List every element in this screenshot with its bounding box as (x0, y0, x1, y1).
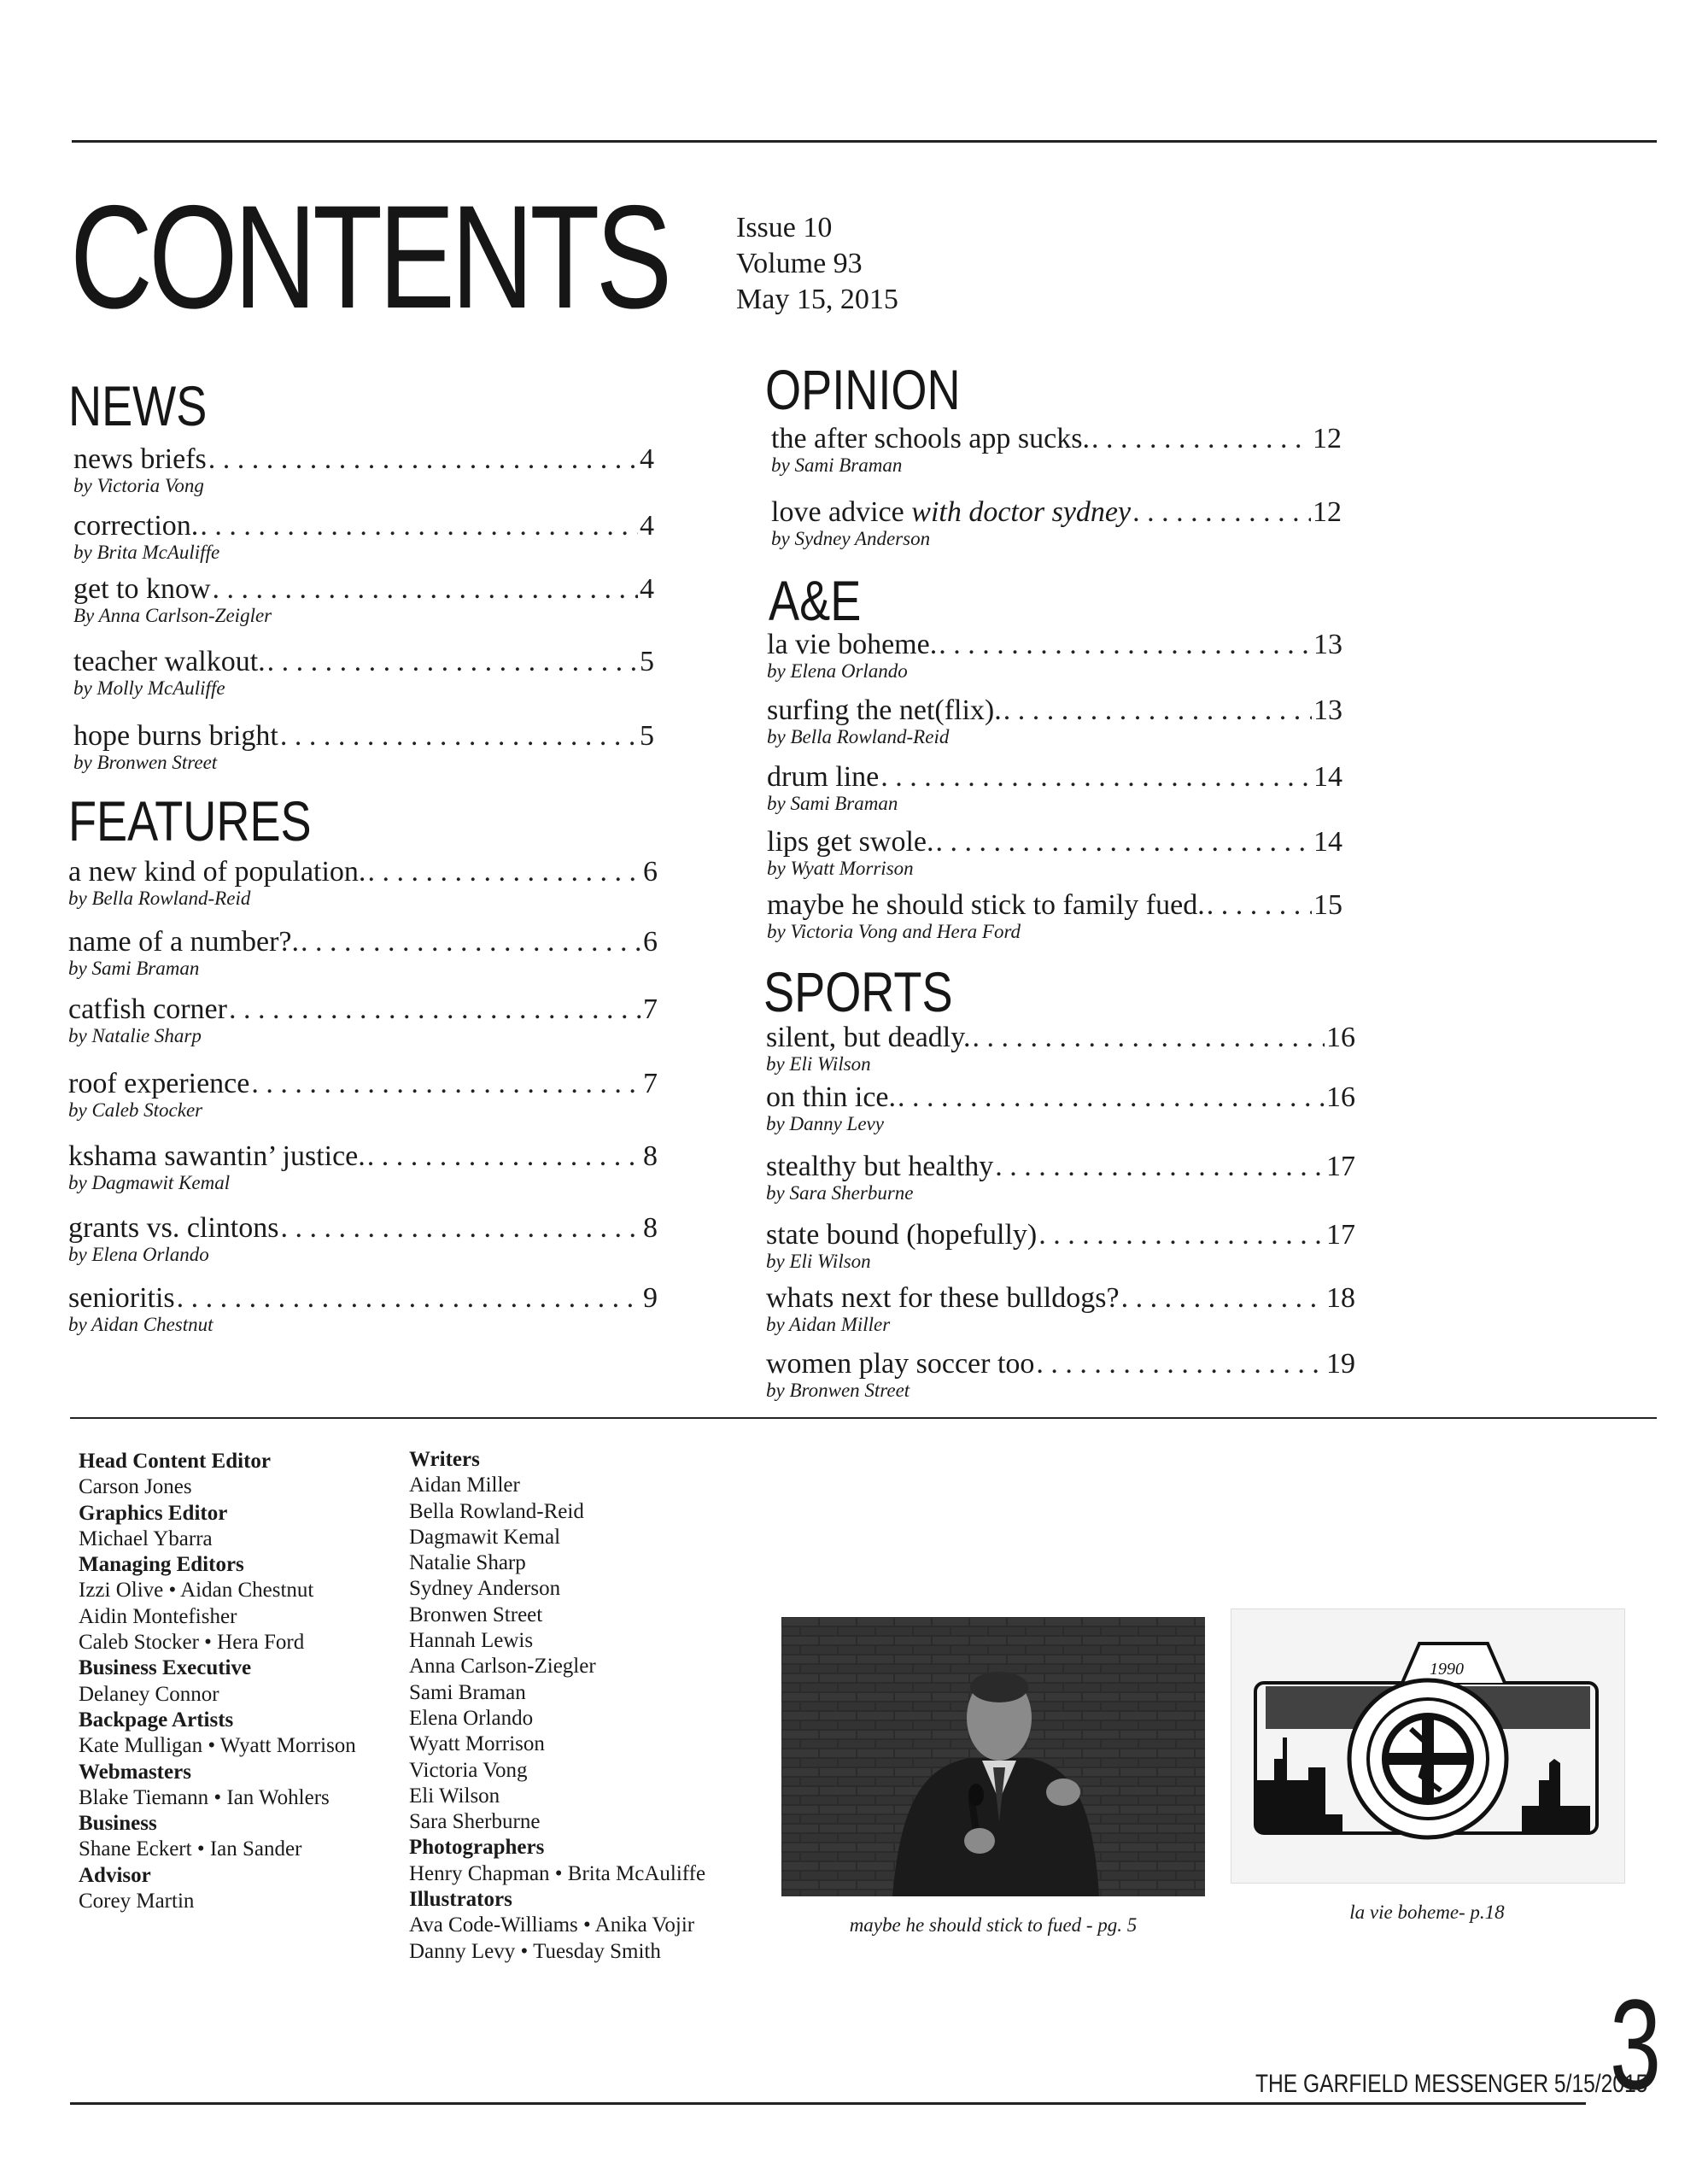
dot-leader (267, 647, 638, 677)
dot-leader (367, 1141, 641, 1172)
dot-leader (1121, 1283, 1325, 1314)
dot-leader (898, 1082, 1325, 1113)
dot-leader (229, 994, 641, 1025)
dot-leader (1091, 424, 1311, 454)
sports-heading: SPORTS (763, 960, 953, 1023)
toc-entry-line (766, 1082, 1355, 1113)
camera-drawing (1231, 1609, 1625, 1884)
staff-name: Sami Braman (409, 1680, 526, 1704)
page-ref: 4 (640, 573, 654, 605)
byline: by Aidan Chestnut (68, 1314, 214, 1335)
ae-section (769, 569, 1358, 632)
toc-entry (68, 1141, 658, 1194)
staff-role: Business (79, 1812, 157, 1836)
staff-role: Advisor (79, 1863, 151, 1887)
toc-entry-line (68, 1283, 658, 1314)
toc-entry-line (766, 1220, 1355, 1251)
story-title (766, 1349, 1034, 1380)
page-ref: 4 (640, 510, 654, 542)
toc-entry-line (767, 630, 1342, 660)
toc-entry (73, 574, 654, 627)
byline: by Elena Orlando (68, 1244, 209, 1265)
story-title (767, 762, 879, 793)
staff-name: Corey Martin (79, 1890, 195, 1913)
dot-leader (251, 1069, 641, 1099)
staff-name: Kate Mulligan • Wyatt Morrison (79, 1734, 356, 1758)
page-ref: 4 (640, 443, 654, 475)
page-ref: 16 (1326, 1081, 1355, 1113)
opinion-section (765, 358, 1354, 421)
toc-entry (73, 511, 654, 564)
story-title-text: whats next for these bulldogs? (766, 1282, 1120, 1314)
story-title-text: correction. (73, 510, 199, 542)
toc-entry-line (767, 762, 1342, 793)
toc-entry (68, 1283, 658, 1336)
ae-heading: A&E (769, 569, 862, 632)
dot-leader (1207, 890, 1312, 921)
staff-role: Business Executive (79, 1656, 252, 1680)
toc-entry (767, 695, 1342, 748)
staff-box-left (79, 1449, 356, 1914)
byline: by Bronwen Street (766, 1380, 910, 1401)
dot-leader (200, 511, 638, 542)
story-title-text: kshama sawantin’ justice. (68, 1140, 366, 1172)
toc-entry-line (771, 424, 1342, 454)
staff-name: Blake Tiemann • Ian Wohlers (79, 1785, 330, 1809)
byline: by Wyatt Morrison (767, 858, 914, 879)
page-ref: 8 (643, 1140, 658, 1172)
staff-name: Wyatt Morrison (409, 1732, 545, 1756)
features-heading: FEATURES (68, 789, 312, 853)
story-title (771, 497, 1131, 528)
dot-leader (973, 1023, 1325, 1053)
toc-entry (766, 1349, 1355, 1402)
staff-name: Sara Sherburne (409, 1810, 541, 1834)
page-title: CONTENTS (70, 175, 669, 339)
story-title (73, 444, 207, 475)
story-title-text: women play soccer too (766, 1348, 1035, 1380)
issue-number: Issue 10 (736, 212, 833, 243)
staff-role: Webmasters (79, 1760, 191, 1784)
staff-role: Writers (409, 1448, 480, 1471)
story-title-text: senioritis (68, 1282, 175, 1314)
byline: by Bella Rowland-Reid (68, 888, 251, 909)
dot-leader (177, 1283, 641, 1314)
page-ref: 6 (643, 856, 658, 888)
features-section (68, 789, 658, 853)
volume-number: Volume 93 (736, 248, 863, 279)
story-title (767, 695, 1002, 726)
byline: By Anna Carlson-Zeigler (73, 605, 272, 626)
story-title (68, 994, 227, 1025)
staff-name: Hannah Lewis (409, 1629, 534, 1653)
story-title-text: the after schools app sucks. (771, 423, 1090, 454)
story-title-text: maybe he should stick to family fued. (767, 889, 1205, 921)
byline: by Sami Braman (767, 793, 898, 814)
toc-entry-line (766, 1349, 1355, 1380)
byline: by Dagmawit Kemal (68, 1172, 231, 1193)
toc-entry (767, 827, 1342, 880)
toc-entry (767, 762, 1342, 815)
page-ref: 8 (643, 1212, 658, 1244)
toc-entry (767, 890, 1342, 943)
staff-name: Izzi Olive • Aidan Chestnut (79, 1579, 314, 1603)
staff-role: Graphics Editor (79, 1501, 228, 1525)
middle-rule (70, 1417, 1657, 1419)
toc-entry (68, 994, 658, 1047)
story-title-text: name of a number?. (68, 926, 299, 958)
story-title-text: get to know (73, 573, 211, 605)
toc-entry-line (766, 1151, 1355, 1182)
toc-entry-line (73, 511, 654, 542)
story-title-text: state bound (hopefully) (766, 1219, 1038, 1251)
toc-entry-line (766, 1283, 1355, 1314)
toc-entry-line (68, 1069, 658, 1099)
page-ref: 13 (1313, 629, 1342, 660)
story-title (767, 890, 1205, 921)
toc-entry (68, 857, 658, 910)
page-ref: 13 (1313, 694, 1342, 726)
page-ref: 5 (640, 720, 654, 752)
dot-leader (301, 927, 641, 958)
toc-entry-line (68, 1213, 658, 1244)
story-title-italic: with doctor sydney (911, 496, 1132, 528)
publication-footer: THE GARFIELD MESSENGER 5/15/2015 (1255, 2070, 1648, 2098)
page-ref: 16 (1326, 1022, 1355, 1053)
story-title (73, 511, 198, 542)
dot-leader (1036, 1349, 1325, 1380)
toc-entry-line (767, 827, 1342, 858)
toc-entry (766, 1023, 1355, 1075)
staff-name: Caleb Stocker • Hera Ford (79, 1631, 305, 1655)
dot-leader (208, 444, 638, 475)
story-title-text: la vie boheme. (767, 629, 938, 660)
staff-role: Backpage Artists (79, 1708, 234, 1732)
story-title-text: grants vs. clintons (68, 1212, 279, 1244)
toc-entry-line (68, 994, 658, 1025)
top-rule (72, 140, 1657, 143)
story-title-text: teacher walkout. (73, 646, 266, 677)
story-title-text: hope burns bright (73, 720, 278, 752)
toc-entry-line (767, 695, 1342, 726)
toc-entry-line (73, 721, 654, 752)
comedian-photo-illustration (781, 1617, 1205, 1896)
dot-leader (935, 827, 1312, 858)
story-title (766, 1220, 1037, 1251)
byline: by Brita McAuliffe (73, 542, 220, 563)
staff-name: Aidin Montefisher (79, 1604, 237, 1628)
toc-entry-line (73, 444, 654, 475)
toc-entry (68, 927, 658, 980)
dot-leader (880, 762, 1312, 793)
toc-entry-line (68, 857, 658, 888)
page-ref: 17 (1326, 1151, 1355, 1182)
byline: by Caleb Stocker (68, 1099, 203, 1121)
byline: by Bella Rowland-Reid (767, 726, 950, 747)
page-ref: 5 (640, 646, 654, 677)
staff-name: Michael Ybarra (79, 1526, 213, 1550)
byline: by Sydney Anderson (771, 528, 931, 549)
page-ref: 7 (643, 1068, 658, 1099)
page-ref: 15 (1313, 889, 1342, 921)
byline: by Victoria Vong and Hera Ford (767, 921, 1021, 942)
staff-name: Henry Chapman • Brita McAuliffe (409, 1861, 706, 1885)
toc-entry (68, 1213, 658, 1266)
dot-leader (939, 630, 1312, 660)
story-title (767, 630, 937, 660)
staff-role: Illustrators (409, 1888, 512, 1912)
drawing-lettering: 1990 (1430, 1660, 1464, 1679)
byline: by Sami Braman (771, 454, 903, 476)
page-number: 3 (1610, 1972, 1662, 2116)
dot-leader (1038, 1220, 1325, 1251)
sports-section (763, 960, 1353, 1023)
dot-leader (280, 721, 638, 752)
story-title-text: a new kind of population. (68, 856, 366, 888)
story-title-text: silent, but deadly. (766, 1022, 971, 1053)
toc-entry-line (766, 1023, 1355, 1053)
byline: by Danny Levy (766, 1113, 884, 1134)
staff-name: Victoria Vong (409, 1758, 528, 1782)
story-title-text: stealthy but healthy (766, 1151, 994, 1182)
staff-name: Danny Levy • Tuesday Smith (409, 1939, 661, 1963)
story-title (68, 927, 299, 958)
story-title-text: news briefs (73, 443, 207, 475)
staff-name: Natalie Sharp (409, 1551, 526, 1575)
byline: by Aidan Miller (766, 1314, 891, 1335)
staff-box-right (409, 1447, 705, 1965)
toc-entry (771, 424, 1342, 477)
photo-caption: maybe he should stick to fued - pg. 5 (849, 1914, 1138, 1936)
staff-role: Managing Editors (79, 1553, 244, 1577)
story-title-text: surfing the net(flix). (767, 694, 1002, 726)
story-title-text: roof experience (68, 1068, 250, 1099)
issue-date: May 15, 2015 (736, 284, 898, 315)
byline: by Eli Wilson (766, 1251, 871, 1272)
byline: by Sami Braman (68, 958, 200, 979)
byline: by Natalie Sharp (68, 1025, 202, 1046)
page-ref: 12 (1313, 423, 1342, 454)
story-title (767, 827, 933, 858)
dot-leader (367, 857, 641, 888)
byline: by Sara Sherburne (766, 1182, 914, 1204)
toc-entry-line (68, 1141, 658, 1172)
toc-entry (766, 1082, 1355, 1135)
stand-up-photo (781, 1617, 1205, 1896)
byline: by Victoria Vong (73, 475, 204, 496)
byline: by Elena Orlando (767, 660, 908, 682)
dot-leader (1132, 497, 1311, 528)
page-ref: 18 (1326, 1282, 1355, 1314)
story-title (766, 1151, 993, 1182)
camera-illustration (1231, 1609, 1624, 1883)
story-title (766, 1283, 1120, 1314)
staff-role: Photographers (409, 1836, 545, 1860)
staff-name: Sydney Anderson (409, 1577, 561, 1601)
staff-role: Head Content Editor (79, 1450, 271, 1473)
story-title-text: catfish corner (68, 993, 227, 1025)
page-ref: 7 (643, 993, 658, 1025)
dot-leader (1003, 695, 1312, 726)
toc-entry (73, 721, 654, 774)
story-title (73, 574, 211, 605)
page-ref: 9 (643, 1282, 658, 1314)
issue-info (736, 210, 898, 318)
staff-name: Aidan Miller (409, 1474, 520, 1497)
story-title (68, 1213, 278, 1244)
toc-entry-line (68, 927, 658, 958)
staff-name: Anna Carlson-Ziegler (409, 1655, 596, 1679)
story-title-text: drum line (767, 761, 880, 793)
byline: by Eli Wilson (766, 1053, 871, 1075)
drawing-caption: la vie boheme- p.18 (1349, 1902, 1505, 1923)
opinion-heading: OPINION (765, 358, 961, 421)
staff-name: Carson Jones (79, 1475, 192, 1499)
toc-entry (766, 1220, 1355, 1273)
story-title (766, 1082, 896, 1113)
staff-name: Delaney Connor (79, 1682, 219, 1706)
byline: by Bronwen Street (73, 752, 218, 773)
news-section (68, 374, 658, 437)
page-ref: 12 (1313, 496, 1342, 528)
toc-entry (73, 444, 654, 497)
staff-name: Bronwen Street (409, 1603, 543, 1626)
story-title (73, 647, 266, 677)
dot-leader (995, 1151, 1325, 1182)
page-ref: 19 (1326, 1348, 1355, 1380)
toc-entry-line (767, 890, 1342, 921)
dot-leader (213, 574, 638, 605)
story-title (68, 1069, 249, 1099)
staff-name: Bella Rowland-Reid (409, 1499, 584, 1523)
story-title (771, 424, 1090, 454)
story-title-text: lips get swole. (767, 826, 934, 858)
news-heading: NEWS (68, 374, 208, 437)
staff-name: Ava Code-Williams • Anika Vojir (409, 1913, 695, 1937)
staff-name: Eli Wilson (409, 1784, 500, 1808)
page-ref: 17 (1326, 1219, 1355, 1251)
page-ref: 14 (1313, 761, 1342, 793)
story-title-text: love advice (771, 496, 912, 528)
story-title (766, 1023, 971, 1053)
toc-entry (771, 497, 1342, 550)
toc-entry (68, 1069, 658, 1122)
toc-entry (767, 630, 1342, 683)
toc-entry-line (73, 647, 654, 677)
story-title (68, 857, 366, 888)
page-ref: 14 (1313, 826, 1342, 858)
dot-leader (280, 1213, 641, 1244)
toc-entry-line (73, 574, 654, 605)
story-title (68, 1283, 175, 1314)
byline: by Molly McAuliffe (73, 677, 225, 699)
toc-entry (766, 1151, 1355, 1204)
staff-name: Shane Eckert • Ian Sander (79, 1837, 302, 1861)
page-ref: 6 (643, 926, 658, 958)
story-title (68, 1141, 366, 1172)
toc-entry (73, 647, 654, 700)
toc-entry (766, 1283, 1355, 1336)
staff-name: Elena Orlando (409, 1706, 534, 1730)
toc-entry-line (771, 497, 1342, 528)
bottom-rule (70, 2102, 1586, 2105)
story-title (73, 721, 278, 752)
staff-name: Dagmawit Kemal (409, 1525, 561, 1549)
story-title-text: on thin ice. (766, 1081, 897, 1113)
